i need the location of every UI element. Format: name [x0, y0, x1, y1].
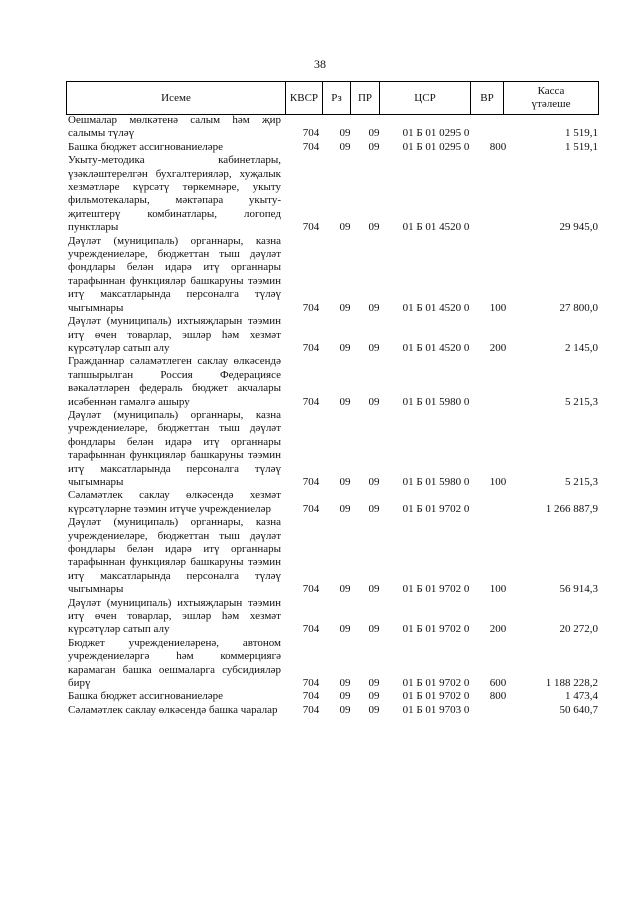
row-pr: 09	[368, 703, 380, 716]
header-vr: ВР	[470, 82, 503, 114]
row-kvsr: 704	[302, 703, 320, 716]
row-sum: 29 945,0	[559, 221, 598, 234]
row-rz: 09	[339, 341, 351, 354]
row-name: Дәүләт (муниципаль) органнары, казна учреждениеләре, бюджеттан тыш дәүләт фондлары белән идарә итү органнары тарафыннан функцияләр башкаруны тәэмин итү максатларында персоналга түләү чыгымнары	[68, 234, 281, 314]
row-rz: 09	[339, 583, 351, 596]
row-csr: 01 Б 01 0295 0	[402, 140, 470, 153]
row-pr: 09	[368, 301, 380, 314]
row-kvsr: 704	[302, 127, 320, 140]
row-rz: 09	[339, 677, 351, 690]
row-sum: 5 215,3	[565, 395, 598, 408]
row-pr: 09	[368, 583, 380, 596]
row-pr: 09	[368, 221, 380, 234]
row-kvsr: 704	[302, 690, 320, 703]
row-kvsr: 704	[302, 502, 320, 515]
row-name: Укыту-методика кабинетлары, үзәкләштерелгән бухгалтерияләр, хуҗалык хезмәтләре күрсәтү төркемнәре, укыту фильмотекалары, мәктәпара укыту-җитештерү комбинатлары, логопед пунктлары	[68, 154, 281, 234]
row-rz: 09	[339, 221, 351, 234]
header-kvsr: КВСР	[285, 82, 322, 114]
table-row	[68, 154, 598, 234]
row-csr: 01 Б 01 9702 0	[402, 690, 470, 703]
header-rz: Рз	[322, 82, 350, 114]
row-csr: 01 Б 01 9702 0	[402, 502, 470, 515]
row-rz: 09	[339, 140, 351, 153]
row-name: Дәүләт (муниципаль) ихтыяҗларын тәэмин итү өчен товарлар, эшләр һәм хезмәт күрсәтүләр сатып алу	[68, 315, 281, 354]
header-kassa-line1: Касса	[537, 85, 565, 97]
row-sum: 1 519,1	[565, 140, 598, 153]
row-sum: 2 145,0	[565, 341, 598, 354]
row-vr: 800	[489, 690, 507, 703]
row-csr: 01 Б 01 4520 0	[402, 221, 470, 234]
table-row	[68, 409, 598, 489]
row-rz: 09	[339, 502, 351, 515]
row-pr: 09	[368, 127, 380, 140]
header-kassa	[503, 82, 599, 114]
row-rz: 09	[339, 395, 351, 408]
row-rz: 09	[339, 690, 351, 703]
row-name: Дәүләт (муниципаль) органнары, казна учреждениеләре, бюджеттан тыш дәүләт фондлары белән идарә итү органнары тарафыннан функцияләр башкаруны тәэмин итү максатларында персоналга түләү чыгымнары	[68, 516, 281, 596]
row-pr: 09	[368, 140, 380, 153]
row-csr: 01 Б 01 9703 0	[402, 703, 470, 716]
header-kassa-line2: үтәлеше	[531, 98, 571, 110]
row-name: Башка бюджет ассигнованиеләре	[68, 140, 223, 153]
row-rz: 09	[339, 475, 351, 488]
row-pr: 09	[368, 623, 380, 636]
row-name: Бюджет учреждениеләренә, автоном учреждениеләргә һәм коммерциягә карамаган башка оешмаларга субсидияләр бирү	[68, 636, 281, 690]
row-name: Дәүләт (муниципаль) ихтыяҗларын тәэмин итү өчен товарлар, эшләр һәм хезмәт күрсәтүләр сатып алу	[68, 596, 281, 636]
row-csr: 01 Б 01 5980 0	[402, 395, 470, 408]
row-csr: 01 Б 01 9702 0	[402, 623, 470, 636]
row-sum: 20 272,0	[559, 623, 598, 636]
row-kvsr: 704	[302, 475, 320, 488]
row-rz: 09	[339, 301, 351, 314]
table-row	[68, 690, 598, 703]
table-row	[68, 516, 598, 596]
row-sum: 5 215,3	[565, 475, 598, 488]
table-row	[68, 114, 598, 141]
header-pr: ПР	[350, 82, 379, 114]
row-vr: 100	[489, 475, 507, 488]
row-rz: 09	[339, 127, 351, 140]
row-kvsr: 704	[302, 221, 320, 234]
row-sum: 1 519,1	[565, 127, 598, 140]
row-name: Сәламәтлек саклау өлкәсендә башка чаралар	[68, 703, 278, 716]
row-sum: 1 266 887,9	[545, 502, 598, 515]
row-vr: 600	[489, 677, 507, 690]
row-kvsr: 704	[302, 623, 320, 636]
table-row	[68, 355, 598, 409]
table-row	[68, 704, 598, 717]
row-kvsr: 704	[302, 395, 320, 408]
row-kvsr: 704	[302, 301, 320, 314]
row-pr: 09	[368, 502, 380, 515]
row-csr: 01 Б 01 5980 0	[402, 475, 470, 488]
row-csr: 01 Б 01 0295 0	[402, 127, 470, 140]
row-pr: 09	[368, 690, 380, 703]
page-number: 38	[314, 57, 326, 71]
table-body	[68, 114, 598, 717]
table-row	[68, 235, 598, 315]
row-sum: 27 800,0	[559, 301, 598, 314]
row-sum: 1 473,4	[565, 690, 598, 703]
row-kvsr: 704	[302, 583, 320, 596]
row-name: Дәүләт (муниципаль) органнары, казна учреждениеләре, бюджеттан тыш дәүләт фондлары белән идарә итү органнары тарафыннан функцияләр башкаруны тәэмин итү максатларында персоналга түләү чыгымнары	[68, 408, 281, 488]
table-header	[66, 81, 599, 115]
header-csr: ЦСР	[379, 82, 470, 114]
header-name: Исеме	[66, 82, 285, 114]
table-row	[68, 141, 598, 154]
row-kvsr: 704	[302, 341, 320, 354]
row-csr: 01 Б 01 9702 0	[402, 677, 470, 690]
table-row	[68, 597, 598, 637]
row-rz: 09	[339, 623, 351, 636]
row-name: Сәламәтлек саклау өлкәсендә хезмәт күрсәтүләрне тәэмин итүче учреждениеләр	[68, 489, 281, 515]
row-name: Гражданнар сәламәтлеген саклау өлкәсендә тапшырылган Россия Федерациясе вәкаләтләрен федераль бюджет акчалары исәбеннән гамәлгә ашыру	[68, 355, 281, 408]
row-csr: 01 Б 01 4520 0	[402, 341, 470, 354]
row-name: Башка бюджет ассигнованиеләре	[68, 690, 223, 703]
row-pr: 09	[368, 395, 380, 408]
row-vr: 200	[489, 623, 507, 636]
row-sum: 50 640,7	[559, 703, 598, 716]
table-row	[68, 315, 598, 355]
row-pr: 09	[368, 341, 380, 354]
row-vr: 100	[489, 583, 507, 596]
row-csr: 01 Б 01 4520 0	[402, 301, 470, 314]
row-csr: 01 Б 01 9702 0	[402, 583, 470, 596]
row-pr: 09	[368, 677, 380, 690]
row-name: Оешмалар мөлкәтенә салым һәм җир салымы түләү	[68, 114, 281, 140]
row-pr: 09	[368, 475, 380, 488]
row-kvsr: 704	[302, 677, 320, 690]
row-rz: 09	[339, 703, 351, 716]
row-vr: 800	[489, 140, 507, 153]
table-row	[68, 637, 598, 691]
row-vr: 100	[489, 301, 507, 314]
row-sum: 56 914,3	[559, 583, 598, 596]
row-vr: 200	[489, 341, 507, 354]
row-sum: 1 188 228,2	[545, 677, 598, 690]
table-row	[68, 489, 598, 516]
row-kvsr: 704	[302, 140, 320, 153]
